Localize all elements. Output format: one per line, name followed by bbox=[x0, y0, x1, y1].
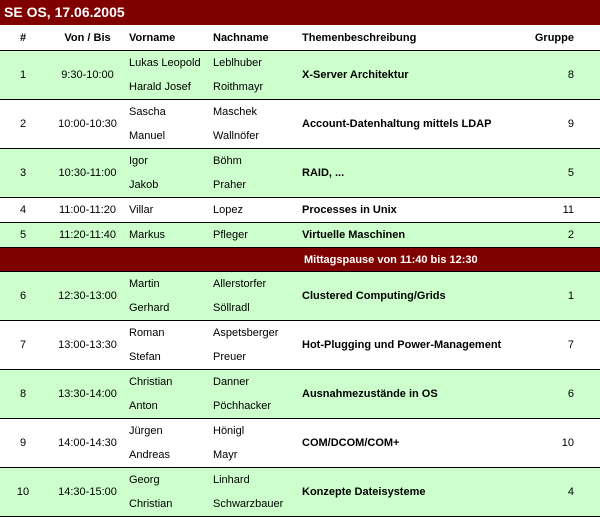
firstname: Christian bbox=[129, 376, 173, 388]
table-row bbox=[0, 149, 600, 198]
row-topic: Hot-Plugging und Power-Management bbox=[302, 339, 502, 351]
row-topic: Ausnahmezustände in OS bbox=[302, 388, 438, 400]
row-topic: X-Server Architektur bbox=[302, 69, 409, 81]
table-row bbox=[0, 321, 600, 370]
table-header-row bbox=[0, 25, 600, 51]
row-firstnames bbox=[129, 321, 213, 370]
row-group: 1 bbox=[567, 290, 574, 302]
row-group: 10 bbox=[561, 437, 574, 449]
row-firstnames bbox=[129, 419, 213, 468]
lastname: Praher bbox=[213, 179, 247, 191]
row-group: 4 bbox=[567, 486, 574, 498]
row-topic: Konzepte Dateisysteme bbox=[302, 486, 426, 498]
table-row bbox=[0, 419, 600, 468]
table-row bbox=[0, 100, 600, 149]
lastname: Roithmayr bbox=[213, 81, 264, 93]
firstname: Martin bbox=[129, 278, 160, 290]
lastname: Preuer bbox=[213, 351, 247, 363]
schedule-table bbox=[0, 25, 600, 517]
firstname: Georg bbox=[129, 474, 160, 486]
row-number: 1 bbox=[19, 69, 27, 81]
row-group: 5 bbox=[567, 167, 574, 179]
row-group: 11 bbox=[562, 203, 574, 216]
row-lastnames bbox=[213, 370, 302, 419]
firstname: Jürgen bbox=[129, 425, 163, 437]
row-number: 10 bbox=[16, 486, 30, 498]
row-firstnames bbox=[129, 51, 213, 100]
row-time: 13:00-13:30 bbox=[58, 339, 117, 351]
column-header-firstname: Vorname bbox=[129, 31, 176, 44]
firstname: Anton bbox=[129, 400, 158, 412]
lunch-break-row bbox=[0, 248, 600, 272]
row-lastnames bbox=[213, 223, 302, 248]
lastname: Böhm bbox=[213, 155, 242, 167]
lastname: Schwarzbauer bbox=[213, 498, 284, 510]
lastname: Leblhuber bbox=[213, 57, 262, 69]
lastname: Pfleger bbox=[213, 229, 248, 241]
row-number: 6 bbox=[19, 290, 27, 302]
firstname: Igor bbox=[129, 155, 148, 167]
row-topic: Virtuelle Maschinen bbox=[302, 228, 406, 241]
row-lastnames bbox=[213, 198, 302, 223]
column-header-group: Gruppe bbox=[534, 31, 574, 44]
row-group: 2 bbox=[567, 228, 574, 241]
row-topic: Processes in Unix bbox=[302, 203, 397, 216]
lastname: Allerstorfer bbox=[213, 278, 267, 290]
lunch-break-label: Mittagspause von 11:40 bis 12:30 bbox=[304, 253, 478, 266]
row-time: 13:30-14:00 bbox=[58, 388, 117, 400]
row-firstnames bbox=[129, 100, 213, 149]
row-number: 8 bbox=[19, 388, 27, 400]
lastname: Maschek bbox=[213, 106, 258, 118]
row-lastnames bbox=[213, 419, 302, 468]
lastname: Lopez bbox=[213, 204, 243, 216]
row-firstnames bbox=[129, 370, 213, 419]
row-firstnames bbox=[129, 272, 213, 321]
row-lastnames bbox=[213, 149, 302, 198]
firstname: Gerhard bbox=[129, 302, 170, 314]
row-number: 3 bbox=[19, 167, 27, 179]
column-header-number: # bbox=[19, 31, 27, 44]
row-number: 4 bbox=[19, 203, 27, 216]
row-topic: Account-Datenhaltung mittels LDAP bbox=[302, 118, 492, 130]
firstname: Andreas bbox=[129, 449, 170, 461]
row-time: 14:00-14:30 bbox=[58, 437, 117, 449]
column-header-lastname: Nachname bbox=[213, 31, 269, 44]
row-time: 10:00-10:30 bbox=[58, 118, 117, 130]
row-group: 9 bbox=[567, 118, 574, 130]
row-lastnames bbox=[213, 468, 302, 517]
lastname: Wallnöfer bbox=[213, 130, 260, 142]
row-number: 9 bbox=[19, 437, 27, 449]
row-group: 8 bbox=[567, 69, 574, 81]
column-header-topic: Themenbeschreibung bbox=[302, 31, 417, 44]
row-time: 11:20-11:40 bbox=[58, 228, 117, 241]
column-header-time: Von / Bis bbox=[64, 31, 111, 44]
row-topic: Clustered Computing/Grids bbox=[302, 290, 446, 302]
lastname: Hönigl bbox=[213, 425, 245, 437]
table-row bbox=[0, 370, 600, 419]
table-row bbox=[0, 223, 600, 248]
row-number: 7 bbox=[19, 339, 27, 351]
lastname: Mayr bbox=[213, 449, 238, 461]
lastname: Linhard bbox=[213, 474, 250, 486]
firstname: Markus bbox=[129, 229, 166, 241]
table-row bbox=[0, 51, 600, 100]
row-topic: RAID, ... bbox=[302, 167, 345, 179]
lastname: Pöchhacker bbox=[213, 400, 272, 412]
row-firstnames bbox=[129, 223, 213, 248]
row-group: 6 bbox=[567, 388, 574, 400]
row-time: 12:30-13:00 bbox=[58, 290, 117, 302]
firstname: Roman bbox=[129, 327, 165, 339]
table-row bbox=[0, 468, 600, 517]
page-title: SE OS, 17.06.2005 bbox=[0, 0, 600, 25]
row-time: 11:00-11:20 bbox=[58, 203, 117, 216]
firstname: Jakob bbox=[129, 179, 159, 191]
row-firstnames bbox=[129, 198, 213, 223]
firstname: Christian bbox=[129, 498, 173, 510]
lastname: Danner bbox=[213, 376, 250, 388]
firstname: Sascha bbox=[129, 106, 166, 118]
row-number: 2 bbox=[19, 118, 27, 130]
row-firstnames bbox=[129, 149, 213, 198]
row-time: 14:30-15:00 bbox=[58, 486, 117, 498]
row-lastnames bbox=[213, 272, 302, 321]
row-time: 10:30-11:00 bbox=[58, 167, 117, 179]
lastname: Aspetsberger bbox=[213, 327, 279, 339]
row-lastnames bbox=[213, 100, 302, 149]
firstname: Harald Josef bbox=[129, 81, 191, 93]
row-firstnames bbox=[129, 468, 213, 517]
row-number: 5 bbox=[19, 228, 27, 241]
firstname: Stefan bbox=[129, 351, 161, 363]
row-time: 9:30-10:00 bbox=[61, 69, 114, 81]
row-lastnames bbox=[213, 321, 302, 370]
table-row bbox=[0, 198, 600, 223]
firstname: Villar bbox=[129, 204, 154, 216]
firstname: Lukas Leopold bbox=[129, 57, 201, 69]
firstname: Manuel bbox=[129, 130, 166, 142]
row-group: 7 bbox=[567, 339, 574, 351]
row-lastnames bbox=[213, 51, 302, 100]
row-topic: COM/DCOM/COM+ bbox=[302, 437, 400, 449]
lastname: Söllradl bbox=[213, 302, 250, 314]
table-row bbox=[0, 272, 600, 321]
